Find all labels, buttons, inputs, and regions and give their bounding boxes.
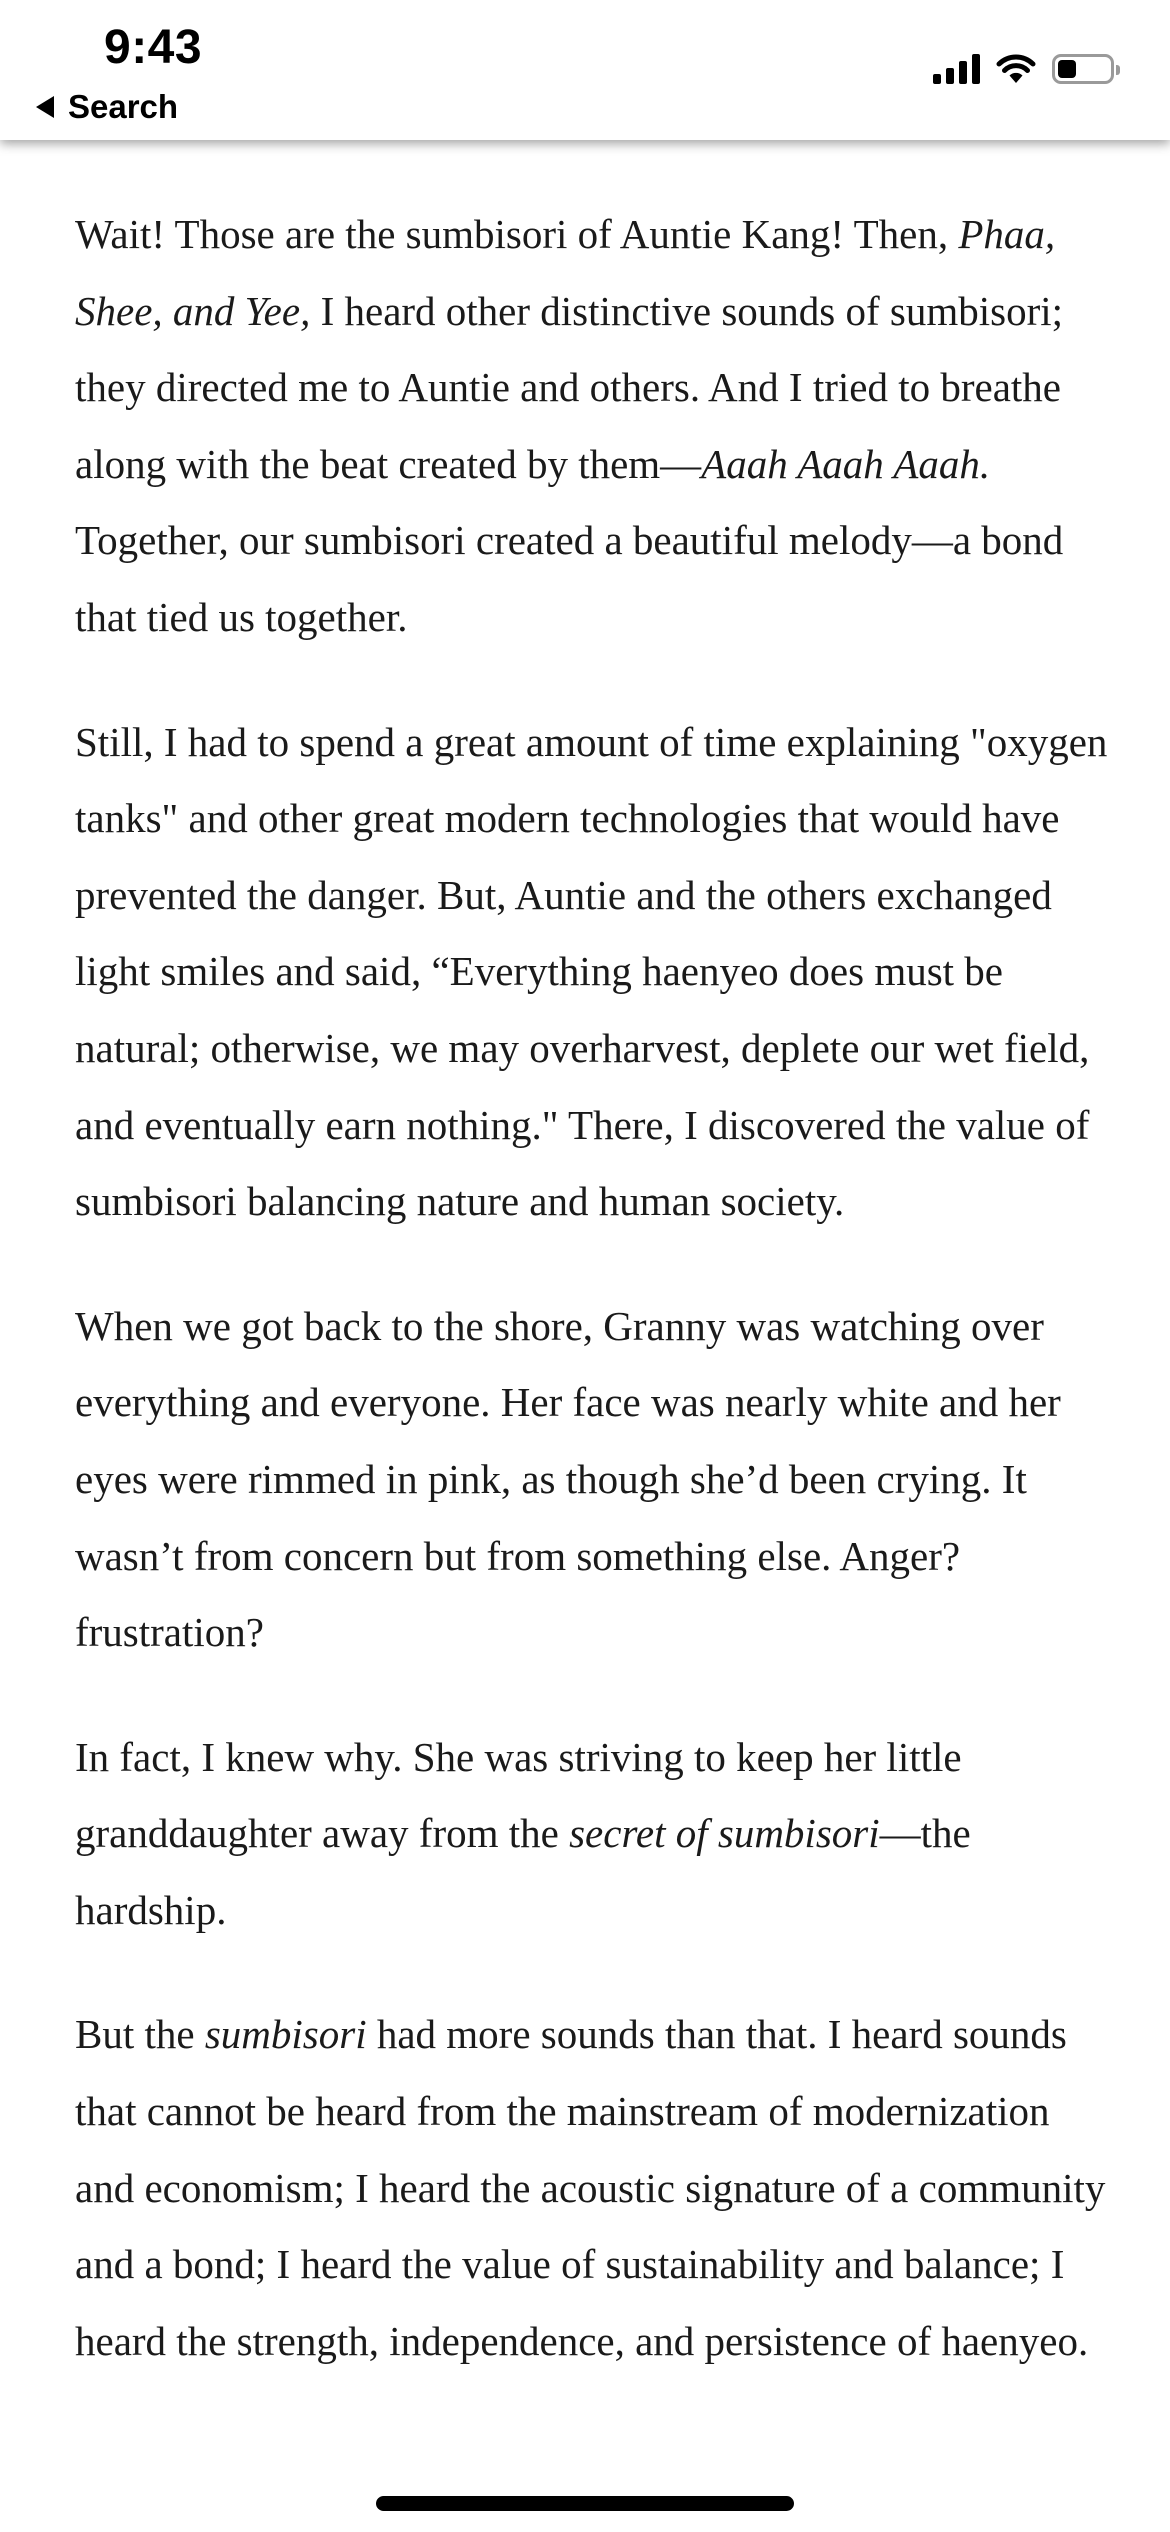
back-to-search-button[interactable] <box>36 88 178 126</box>
italic-text: secret of sumbisori <box>569 1810 880 1857</box>
article-paragraph <box>75 196 1115 656</box>
text-run: Together, our sumbisori created a beautiful melody—a bond that tied us together. <box>75 517 1064 640</box>
back-label: Search <box>68 88 179 125</box>
back-arrow-icon <box>36 96 54 118</box>
wifi-icon <box>996 54 1036 84</box>
text-run: But the <box>75 2011 205 2058</box>
article-paragraph <box>75 1288 1115 1671</box>
text-run: —the hardship. <box>75 1810 971 1933</box>
cellular-signal-icon <box>933 54 980 84</box>
article-paragraph <box>75 1996 1115 2379</box>
article-body <box>75 196 1115 2427</box>
article-paragraph <box>75 704 1115 1240</box>
italic-text: Aaah Aaah Aaah. <box>701 440 991 487</box>
text-run: had more sounds than that. I heard sounds that cannot be heard from the mainstream of modernization and economism; I heard the acoustic signature of a community and a bond; I heard the value of sustainability and balance; I heard the strength, independence, and persistence of haenyeo. <box>75 2011 1106 2364</box>
italic-text: sumbisori <box>204 2011 367 2058</box>
italic-text: Phaa, Shee, and Yee, <box>75 211 1056 334</box>
status-icons <box>933 54 1114 84</box>
article-paragraph <box>75 1719 1115 1949</box>
text-run: When we got back to the shore, Granny was watching over everything and everyone. Her face was nearly white and her eyes were rimmed in pink, as though she’d been crying. It wasn’t from concern but from something else. Anger? frustration? <box>75 1302 1061 1656</box>
home-indicator[interactable] <box>376 2496 794 2511</box>
battery-icon <box>1052 54 1114 84</box>
status-bar <box>0 0 1170 140</box>
text-run: In fact, I knew why. She was striving to keep her little granddaughter away from the <box>75 1733 962 1857</box>
text-run: Still, I had to spend a great amount of time explaining "oxygen tanks" and other great modern technologies that would have prevented the danger. But, Auntie and the others exchanged light smiles and said, “Everything haenyeo does must be natural; otherwise, we may overharvest, deplete our wet field, and eventually earn nothing." There, I discovered the value of sumbisori balancing nature and human society. <box>75 718 1108 1225</box>
status-time: 9:43 <box>104 21 203 74</box>
text-run: I heard other distinctive sounds of sumbisori; they directed me to Auntie and others. And I tried to breathe along with the beat created by them— <box>75 287 1064 487</box>
text-run: Wait! Those are the sumbisori of Auntie Kang! Then, <box>75 211 959 257</box>
